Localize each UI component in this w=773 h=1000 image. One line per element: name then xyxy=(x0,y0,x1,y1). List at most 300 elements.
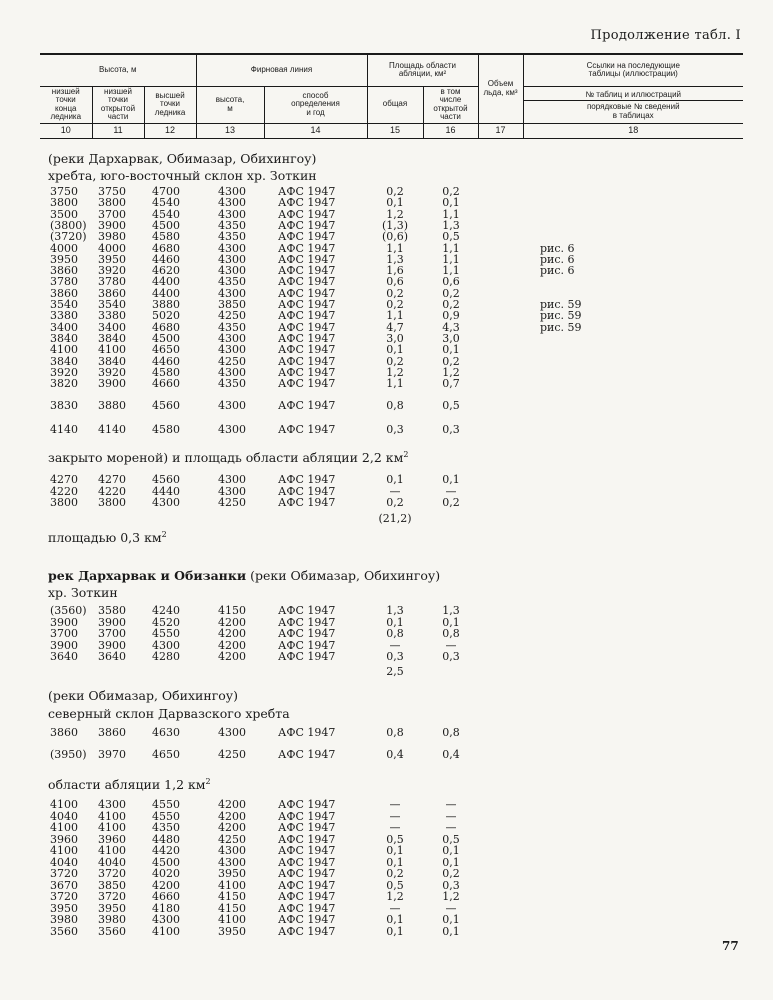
cell-col-10: 3960 xyxy=(50,832,78,846)
table-row xyxy=(0,891,773,902)
table-row xyxy=(0,617,773,628)
cell-col-11: 3800 xyxy=(98,196,126,210)
cell-col-13: 4300 xyxy=(218,855,246,869)
cell-col-12: 4550 xyxy=(152,627,180,640)
cell-col-11: 3580 xyxy=(98,604,126,617)
cell-col-13: 4250 xyxy=(218,832,246,846)
cell-col-11: 3950 xyxy=(98,901,126,915)
cell-col-15: 0,8 xyxy=(386,399,404,412)
cell-col-14: АФС 1947 xyxy=(278,901,336,915)
cell-col-14: АФС 1947 xyxy=(278,230,336,244)
cell-col-12: 4180 xyxy=(152,901,180,915)
cell-col-15: — xyxy=(389,638,401,652)
cell-col-15: 0,8 xyxy=(386,726,404,739)
cell-col-13: 3950 xyxy=(218,924,246,938)
cell-col-11: 3960 xyxy=(98,832,126,846)
cell-col-10: 3640 xyxy=(50,650,78,663)
cell-col-13: 4300 xyxy=(218,252,246,266)
cell-col-12: 4520 xyxy=(152,615,180,629)
header-col-12: высшей точки ледника xyxy=(144,86,196,123)
cell-col-15: 1,1 xyxy=(386,377,404,391)
cell-col-14: АФС 1947 xyxy=(278,423,336,436)
cell-col-12: 4500 xyxy=(152,331,180,345)
cell-col-11: 3540 xyxy=(98,298,126,311)
table-row xyxy=(0,424,773,435)
cell-col-13: 4200 xyxy=(218,615,246,629)
cell-col-16: 1,2 xyxy=(442,890,460,903)
cell-col-16: 3,0 xyxy=(442,331,460,345)
cell-col-16: 0,1 xyxy=(442,343,460,357)
cell-col-12: 4280 xyxy=(152,650,180,663)
cell-col-15: 0,1 xyxy=(386,844,404,857)
cell-col-10: 3800 xyxy=(50,496,78,509)
cell-col-12: 4650 xyxy=(152,343,180,357)
cell-col-13: 3950 xyxy=(218,867,246,880)
cell-col-16: 1,2 xyxy=(442,365,460,379)
cell-col-11: 3900 xyxy=(98,638,126,652)
cell-col-13: 4200 xyxy=(218,627,246,640)
cell-col-10: (3560) xyxy=(50,604,87,617)
cell-col-10: 3950 xyxy=(50,901,78,915)
cell-col-12: 4420 xyxy=(152,844,180,857)
header-refs-group: Ссылки на последующие таблицы (иллюстрации) xyxy=(523,54,743,86)
cell-col-15: 0,8 xyxy=(386,627,404,640)
cell-col-13: 3850 xyxy=(218,298,246,311)
cell-col-16: 0,2 xyxy=(442,298,460,311)
cell-col-14: АФС 1947 xyxy=(278,309,336,323)
cell-col-13: 4100 xyxy=(218,878,246,892)
cell-col-13: 4300 xyxy=(218,185,246,198)
table-row xyxy=(0,845,773,856)
cell-col-13: 4150 xyxy=(218,604,246,617)
cell-col-14: АФС 1947 xyxy=(278,832,336,846)
cell-col-16: 0,2 xyxy=(442,354,460,368)
cell-col-13: 4300 xyxy=(218,207,246,221)
col-number-16: 16 xyxy=(423,123,478,138)
table-header xyxy=(40,53,743,139)
cell-col-16: 0,1 xyxy=(442,615,460,629)
cell-col-11: 3700 xyxy=(98,627,126,640)
cell-col-10: 4040 xyxy=(50,809,78,823)
cell-col-16: 0,1 xyxy=(442,855,460,869)
cell-col-11: 3720 xyxy=(98,890,126,903)
cell-col-12: 4500 xyxy=(152,218,180,232)
cell-col-11: 3900 xyxy=(98,218,126,232)
cell-col-12: 4540 xyxy=(152,207,180,221)
cell-col-14: АФС 1947 xyxy=(278,726,336,739)
cell-col-15: — xyxy=(389,798,401,811)
table-row xyxy=(0,857,773,868)
cell-col-16: 0,5 xyxy=(442,230,460,244)
cell-col-16: 0,3 xyxy=(442,878,460,892)
cell-col-16: 1,1 xyxy=(442,252,460,266)
cell-col-10: 3720 xyxy=(50,867,78,880)
cell-col-14: АФС 1947 xyxy=(278,604,336,617)
cell-col-15: 0,1 xyxy=(386,196,404,210)
cell-col-14: АФС 1947 xyxy=(278,320,336,334)
cell-col-13: 4150 xyxy=(218,901,246,915)
cell-col-14: АФС 1947 xyxy=(278,878,336,892)
cell-col-10: 4100 xyxy=(50,343,78,357)
cell-col-13: 4200 xyxy=(218,809,246,823)
cell-col-13: 4250 xyxy=(218,748,246,761)
cell-col-13: 4300 xyxy=(218,196,246,210)
cell-col-16: 1,1 xyxy=(442,241,460,255)
cell-col-11: 3950 xyxy=(98,252,126,266)
cell-col-10: 4270 xyxy=(50,473,78,486)
cell-col-13: 4300 xyxy=(218,399,246,412)
cell-col-12: 4630 xyxy=(152,726,180,739)
cell-col-15: 0,2 xyxy=(386,298,404,311)
cell-col-14: АФС 1947 xyxy=(278,365,336,379)
cell-col-10: 3820 xyxy=(50,377,78,391)
col-number-13: 13 xyxy=(196,123,264,138)
cell-col-12: 5020 xyxy=(152,309,180,323)
cell-col-13: 4250 xyxy=(218,309,246,323)
cell-col-10: 3560 xyxy=(50,924,78,938)
header-col-14: способ определения и год xyxy=(264,86,367,123)
cell-col-12: 4700 xyxy=(152,185,180,198)
cell-col-13: 4300 xyxy=(218,343,246,357)
table-row xyxy=(0,486,773,497)
cell-col-10: 3840 xyxy=(50,354,78,368)
section-caption-1: (реки Дархарвак, Обимазар, Обихингоу) xyxy=(48,151,317,166)
cell-col-12: 4300 xyxy=(152,638,180,652)
header-refs-sub1: № таблиц и иллюстраций xyxy=(523,86,743,101)
col-number-10: 10 xyxy=(40,123,92,138)
header-col-16: в том числе открытой части xyxy=(423,86,478,123)
caption-4-sup: 2 xyxy=(161,530,167,539)
table-row xyxy=(0,868,773,879)
cell-col-15: 0,4 xyxy=(386,748,404,761)
section-caption-4 xyxy=(48,530,167,545)
cell-col-13: 4100 xyxy=(218,913,246,926)
cell-col-16: — xyxy=(445,638,457,652)
cell-col-15: 1,2 xyxy=(386,207,404,221)
header-col-11: низшей точки открытой части xyxy=(92,86,144,123)
cell-col-12: 4620 xyxy=(152,264,180,278)
cell-col-15: 0,1 xyxy=(386,343,404,357)
cell-col-15: 0,1 xyxy=(386,615,404,629)
cell-col-14: АФС 1947 xyxy=(278,196,336,210)
section-caption-8: северный склон Дарвазского хребта xyxy=(48,706,290,721)
cell-col-15: 0,5 xyxy=(386,878,404,892)
cell-col-12: 4480 xyxy=(152,832,180,846)
cell-col-14: АФС 1947 xyxy=(278,821,336,834)
cell-col-10: 3670 xyxy=(50,878,78,892)
cell-col-13: 4350 xyxy=(218,230,246,244)
cell-col-14: АФС 1947 xyxy=(278,638,336,652)
cell-col-10: 3830 xyxy=(50,399,78,412)
cell-col-14: АФС 1947 xyxy=(278,867,336,880)
cell-col-10: (3720) xyxy=(50,230,87,244)
cell-col-15: 0,2 xyxy=(386,867,404,880)
table-row xyxy=(0,276,773,287)
cell-col-10: 3500 xyxy=(50,207,78,221)
table-row xyxy=(0,880,773,891)
col-number-14: 14 xyxy=(264,123,367,138)
cell-col-16: 1,3 xyxy=(442,604,460,617)
cell-col-15: 1,6 xyxy=(386,264,404,278)
cell-col-15: 4,7 xyxy=(386,320,404,334)
cell-col-16: — xyxy=(445,484,457,498)
cell-col-13: 4350 xyxy=(218,218,246,232)
cell-col-13: 4200 xyxy=(218,821,246,834)
header-refs-sub2: порядковые № сведений в таблицах xyxy=(523,101,743,123)
cell-col-11: 3780 xyxy=(98,275,126,289)
cell-col-15: 1,2 xyxy=(386,890,404,903)
cell-col-16: — xyxy=(445,901,457,915)
cell-col-16: 0,2 xyxy=(442,496,460,509)
cell-col-16: 0,1 xyxy=(442,844,460,857)
cell-col-10: 3900 xyxy=(50,615,78,629)
table-row xyxy=(0,628,773,639)
cell-col-10: 4000 xyxy=(50,241,78,255)
cell-col-11: 3880 xyxy=(98,399,126,412)
table-row xyxy=(0,356,773,367)
col-number-12: 12 xyxy=(144,123,196,138)
cell-col-10: 4100 xyxy=(50,798,78,811)
cell-col-10: 3980 xyxy=(50,913,78,926)
cell-col-12: 4240 xyxy=(152,604,180,617)
cell-col-11: 4100 xyxy=(98,809,126,823)
cell-col-14: АФС 1947 xyxy=(278,798,336,811)
cell-col-11: 3980 xyxy=(98,230,126,244)
cell-col-13: 4200 xyxy=(218,798,246,811)
cell-col-16: 0,2 xyxy=(442,185,460,198)
cell-col-14: АФС 1947 xyxy=(278,496,336,509)
cell-col-12: 4560 xyxy=(152,473,180,486)
cell-col-14: АФС 1947 xyxy=(278,207,336,221)
cell-col-18: рис. 6 xyxy=(540,252,575,266)
cell-col-11: 3750 xyxy=(98,185,126,198)
table-row xyxy=(0,799,773,810)
cell-col-11: 3900 xyxy=(98,377,126,391)
ablation-total-2: 2,5 xyxy=(386,665,404,678)
table-row xyxy=(0,640,773,651)
table-row xyxy=(0,344,773,355)
cell-col-15: 1,1 xyxy=(386,309,404,323)
table-row xyxy=(0,727,773,738)
cell-col-15: 0,5 xyxy=(386,832,404,846)
cell-col-11: 4300 xyxy=(98,798,126,811)
cell-col-12: 4540 xyxy=(152,196,180,210)
cell-col-15: 1,2 xyxy=(386,365,404,379)
cell-col-15: 1,3 xyxy=(386,252,404,266)
cell-col-15: 0,6 xyxy=(386,275,404,289)
cell-col-11: 4100 xyxy=(98,844,126,857)
cell-col-12: 4440 xyxy=(152,484,180,498)
cell-col-12: 4460 xyxy=(152,252,180,266)
cell-col-10: 4040 xyxy=(50,855,78,869)
col-number-11: 11 xyxy=(92,123,144,138)
cell-col-10: 4100 xyxy=(50,844,78,857)
table-row xyxy=(0,497,773,508)
cell-col-14: АФС 1947 xyxy=(278,473,336,486)
cell-col-18: рис. 59 xyxy=(540,309,582,323)
cell-col-13: 4200 xyxy=(218,650,246,663)
cell-col-14: АФС 1947 xyxy=(278,275,336,289)
cell-col-12: 4500 xyxy=(152,855,180,869)
cell-col-11: 3560 xyxy=(98,924,126,938)
cell-col-14: АФС 1947 xyxy=(278,298,336,311)
table-row xyxy=(0,243,773,254)
header-col-17: Объем льда, км³ xyxy=(478,54,523,123)
section-caption-7: (реки Обимазар, Обихингоу) xyxy=(48,688,239,703)
cell-col-14: АФС 1947 xyxy=(278,354,336,368)
header-height-group: Высота, м xyxy=(40,54,196,86)
cell-col-10: (3950) xyxy=(50,748,87,761)
cell-col-12: 4300 xyxy=(152,496,180,509)
cell-col-11: 3840 xyxy=(98,331,126,345)
cell-col-12: 4460 xyxy=(152,354,180,368)
cell-col-13: 4250 xyxy=(218,354,246,368)
cell-col-16: — xyxy=(445,821,457,834)
cell-col-14: АФС 1947 xyxy=(278,748,336,761)
cell-col-11: 3800 xyxy=(98,496,126,509)
cell-col-11: 3700 xyxy=(98,207,126,221)
cell-col-18: рис. 59 xyxy=(540,320,582,334)
cell-col-16: 1,1 xyxy=(442,264,460,278)
cell-col-14: АФС 1947 xyxy=(278,890,336,903)
header-firn-group: Фирновая линия xyxy=(196,54,367,86)
section-caption-5 xyxy=(48,568,440,583)
cell-col-14: АФС 1947 xyxy=(278,844,336,857)
cell-col-14: АФС 1947 xyxy=(278,331,336,345)
cell-col-13: 4350 xyxy=(218,275,246,289)
cell-col-13: 4300 xyxy=(218,241,246,255)
cell-col-13: 4300 xyxy=(218,423,246,436)
col-number-15: 15 xyxy=(367,123,423,138)
cell-col-11: 3980 xyxy=(98,913,126,926)
cell-col-16: 0,8 xyxy=(442,627,460,640)
table-row xyxy=(0,605,773,616)
cell-col-15: 0,1 xyxy=(386,473,404,486)
cell-col-16: 1,1 xyxy=(442,207,460,221)
cell-col-12: 4680 xyxy=(152,320,180,334)
cell-col-14: АФС 1947 xyxy=(278,286,336,300)
cell-col-10: 3860 xyxy=(50,286,78,300)
table-row xyxy=(0,822,773,833)
section-caption-9 xyxy=(48,777,211,792)
cell-col-15: 0,2 xyxy=(386,496,404,509)
cell-col-15: 0,2 xyxy=(386,185,404,198)
cell-col-14: АФС 1947 xyxy=(278,615,336,629)
caption-4-text: площадью 0,3 км xyxy=(48,530,162,546)
table-row xyxy=(0,834,773,845)
cell-col-15: 0,1 xyxy=(386,924,404,938)
cell-col-12: 4650 xyxy=(152,748,180,761)
table-row xyxy=(0,400,773,411)
cell-col-12: 4020 xyxy=(152,867,180,880)
cell-col-11: 4140 xyxy=(98,423,126,436)
cell-col-14: АФС 1947 xyxy=(278,264,336,278)
cell-col-16: 0,9 xyxy=(442,309,460,323)
cell-col-16: 0,1 xyxy=(442,473,460,486)
col-number-17: 17 xyxy=(478,123,523,138)
table-row xyxy=(0,310,773,321)
cell-col-14: АФС 1947 xyxy=(278,627,336,640)
cell-col-16: 0,5 xyxy=(442,832,460,846)
cell-col-16: 0,1 xyxy=(442,924,460,938)
table-row xyxy=(0,651,773,662)
caption-9-text: области абляции 1,2 км xyxy=(48,777,206,793)
cell-col-15: 0,2 xyxy=(386,354,404,368)
cell-col-11: 4100 xyxy=(98,821,126,834)
cell-col-15: (0,6) xyxy=(381,230,409,244)
cell-col-11: 3380 xyxy=(98,309,126,323)
cell-col-11: 3640 xyxy=(98,650,126,663)
cell-col-14: АФС 1947 xyxy=(278,855,336,869)
cell-col-12: 4550 xyxy=(152,798,180,811)
section-caption-2: хребта, юго-восточный склон хр. Зоткин xyxy=(48,168,317,183)
cell-col-14: АФС 1947 xyxy=(278,484,336,498)
cell-col-12: 4200 xyxy=(152,878,180,892)
cell-col-13: 4250 xyxy=(218,496,246,509)
cell-col-11: 3860 xyxy=(98,726,126,739)
table-row xyxy=(0,926,773,937)
cell-col-16: 4,3 xyxy=(442,320,460,334)
cell-col-13: 4350 xyxy=(218,377,246,391)
cell-col-11: 4270 xyxy=(98,473,126,486)
cell-col-14: АФС 1947 xyxy=(278,241,336,255)
cell-col-15: 0,2 xyxy=(386,286,404,300)
cell-col-16: 0,5 xyxy=(442,399,460,412)
caption-3-text: закрыто мореной) и площадь области абляции 2,2 км xyxy=(48,450,404,466)
cell-col-10: 3400 xyxy=(50,320,78,334)
header-ablation-group: Площадь области абляции, км² xyxy=(367,54,478,86)
cell-col-12: 4400 xyxy=(152,275,180,289)
cell-col-11: 4000 xyxy=(98,241,126,255)
cell-col-15: 0,1 xyxy=(386,855,404,869)
cell-col-14: АФС 1947 xyxy=(278,218,336,232)
cell-col-13: 4300 xyxy=(218,844,246,857)
caption-5-rest: (реки Обимазар, Обихингоу) xyxy=(246,568,441,583)
cell-col-11: 3920 xyxy=(98,264,126,278)
section-caption-3 xyxy=(48,450,408,465)
cell-col-11: 3400 xyxy=(98,320,126,334)
cell-col-16: 0,3 xyxy=(442,650,460,663)
cell-col-12: 4100 xyxy=(152,924,180,938)
cell-col-13: 4300 xyxy=(218,473,246,486)
cell-col-11: 3970 xyxy=(98,748,126,761)
cell-col-16: 0,8 xyxy=(442,726,460,739)
section-caption-6: хр. Зоткин xyxy=(48,585,118,600)
cell-col-10: 4220 xyxy=(50,484,78,498)
cell-col-10: 3720 xyxy=(50,890,78,903)
cell-col-13: 4300 xyxy=(218,286,246,300)
cell-col-15: 0,1 xyxy=(386,913,404,926)
cell-col-14: АФС 1947 xyxy=(278,185,336,198)
cell-col-15: — xyxy=(389,821,401,834)
cell-col-10: 3780 xyxy=(50,275,78,289)
cell-col-12: 4300 xyxy=(152,913,180,926)
cell-col-11: 3840 xyxy=(98,354,126,368)
cell-col-16: 0,3 xyxy=(442,423,460,436)
cell-col-10: 3380 xyxy=(50,309,78,323)
table-row xyxy=(0,322,773,333)
cell-col-18: рис. 6 xyxy=(540,241,575,255)
table-row xyxy=(0,903,773,914)
cell-col-12: 4580 xyxy=(152,423,180,436)
cell-col-15: — xyxy=(389,484,401,498)
caption-3-sup: 2 xyxy=(403,450,409,459)
cell-col-12: 4350 xyxy=(152,821,180,834)
cell-col-16: 0,7 xyxy=(442,377,460,391)
cell-col-15: 1,3 xyxy=(386,604,404,617)
cell-col-14: АФС 1947 xyxy=(278,650,336,663)
cell-col-13: 4200 xyxy=(218,638,246,652)
